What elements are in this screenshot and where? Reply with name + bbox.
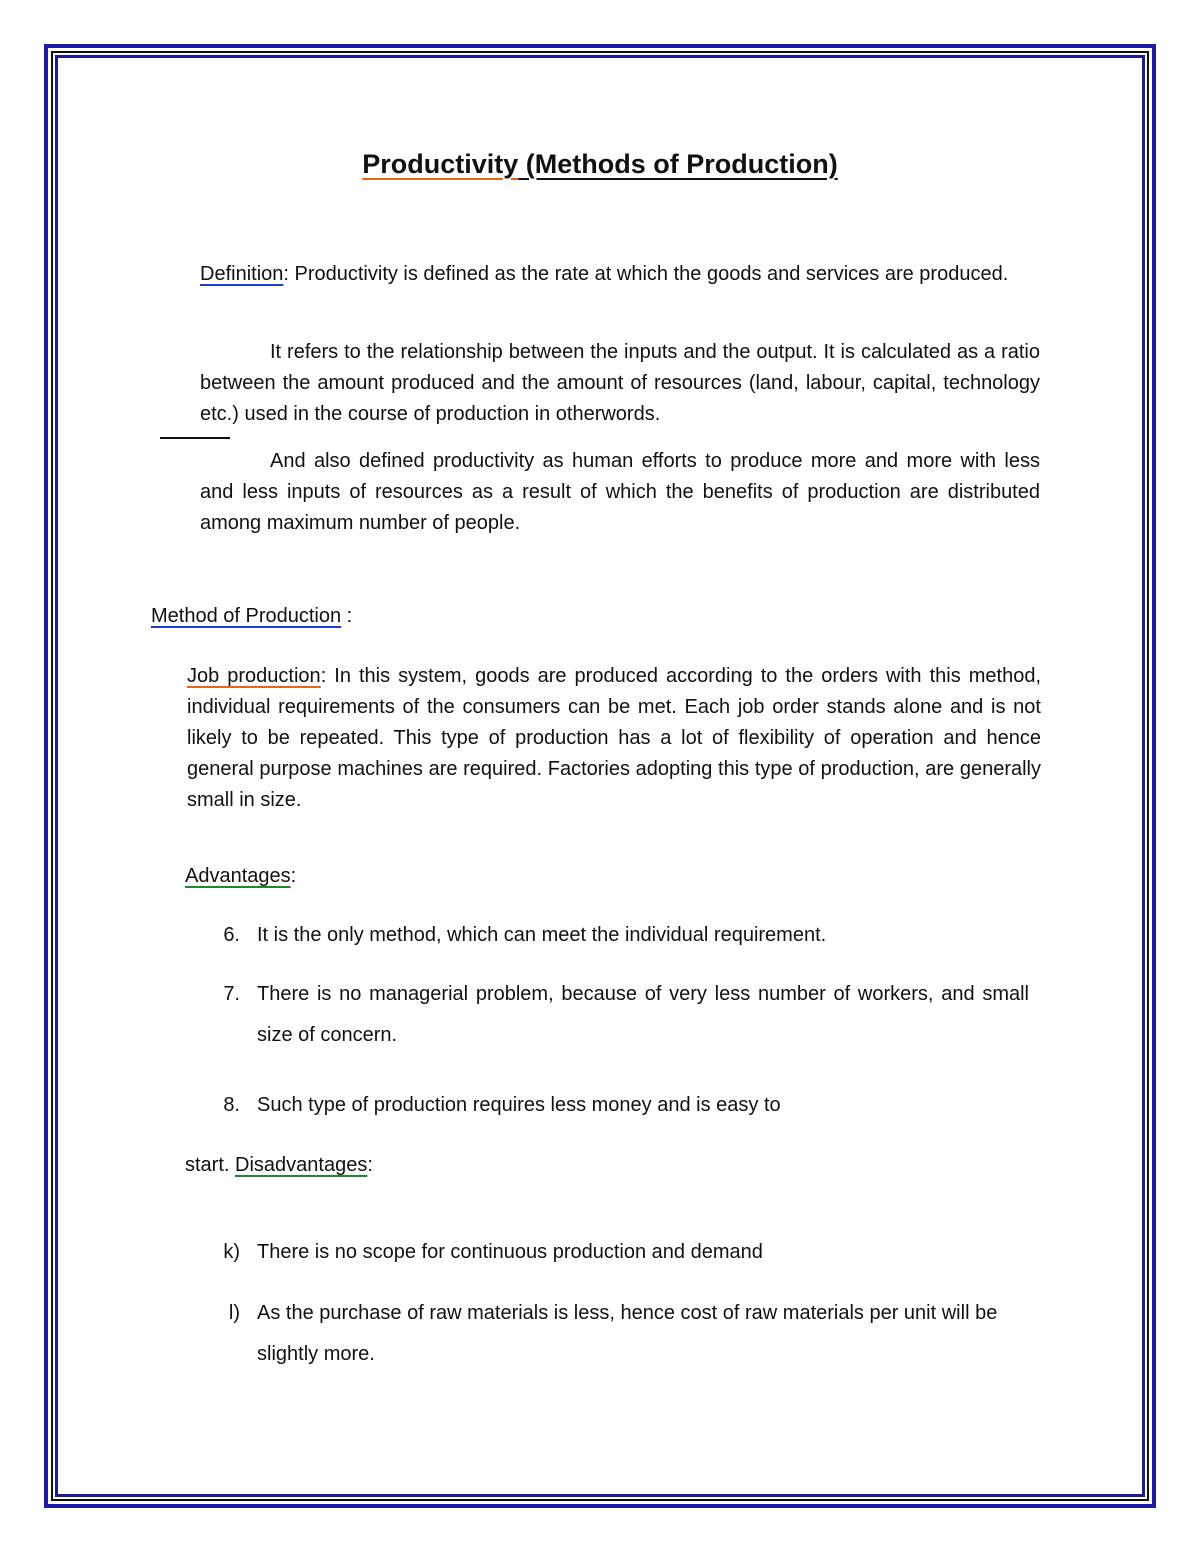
disadvantage-marker: l)	[228, 1302, 240, 1324]
advantage-item: There is no managerial problem, because of very less number of workers, and small size of concern.	[257, 983, 1029, 1046]
job-production-paragraph: Job production: In this system, goods are produced according to the orders with this method, individual requirements of the consumers can be met. Each job order stands alone and is not likely to be repeated. This type of production has a lot of flexibility of operation and hence general purpose machines are required. Factories adopting this type of production, are generally small in size.	[187, 665, 1042, 811]
disadvantage-marker: k)	[223, 1241, 240, 1263]
disadvantages-heading: start. Disadvantages:	[185, 1154, 373, 1176]
human-efforts-paragraph: And also defined productivity as human efforts to produce more and more with less and less inputs of resources as a result of which the benefits of production are distributed among maximum number of people.	[200, 450, 1040, 534]
page-title: Productivity (Methods of Production)	[362, 149, 838, 179]
method-of-production-heading: Method of Production :	[151, 605, 353, 627]
definition-label: Definition	[200, 263, 284, 285]
separator-dash	[160, 437, 230, 439]
relationship-paragraph: It refers to the relationship between the inputs and the output. It is calculated as a ratio between the amount produced and the amount of resources (land, labour, capital, technology etc.) used in the course of production in otherwords.	[200, 341, 1040, 425]
advantages-heading: Advantages:	[185, 865, 297, 887]
job-production-label: Job production	[187, 665, 321, 687]
disadvantage-item: As the purchase of raw materials is less, hence cost of raw materials per unit will be slightly more.	[257, 1302, 998, 1365]
definition-paragraph: Definition: Productivity is defined as the rate at which the goods and services are produced.	[200, 263, 1009, 285]
advantage-number: 8.	[223, 1094, 240, 1116]
advantage-number: 7.	[223, 983, 240, 1005]
advantage-item: Such type of production requires less money and is easy to	[257, 1094, 781, 1116]
advantage-number: 6.	[223, 924, 240, 946]
disadvantage-item: There is no scope for continuous production and demand	[257, 1241, 763, 1263]
advantage-item: It is the only method, which can meet the individual requirement.	[257, 924, 827, 946]
